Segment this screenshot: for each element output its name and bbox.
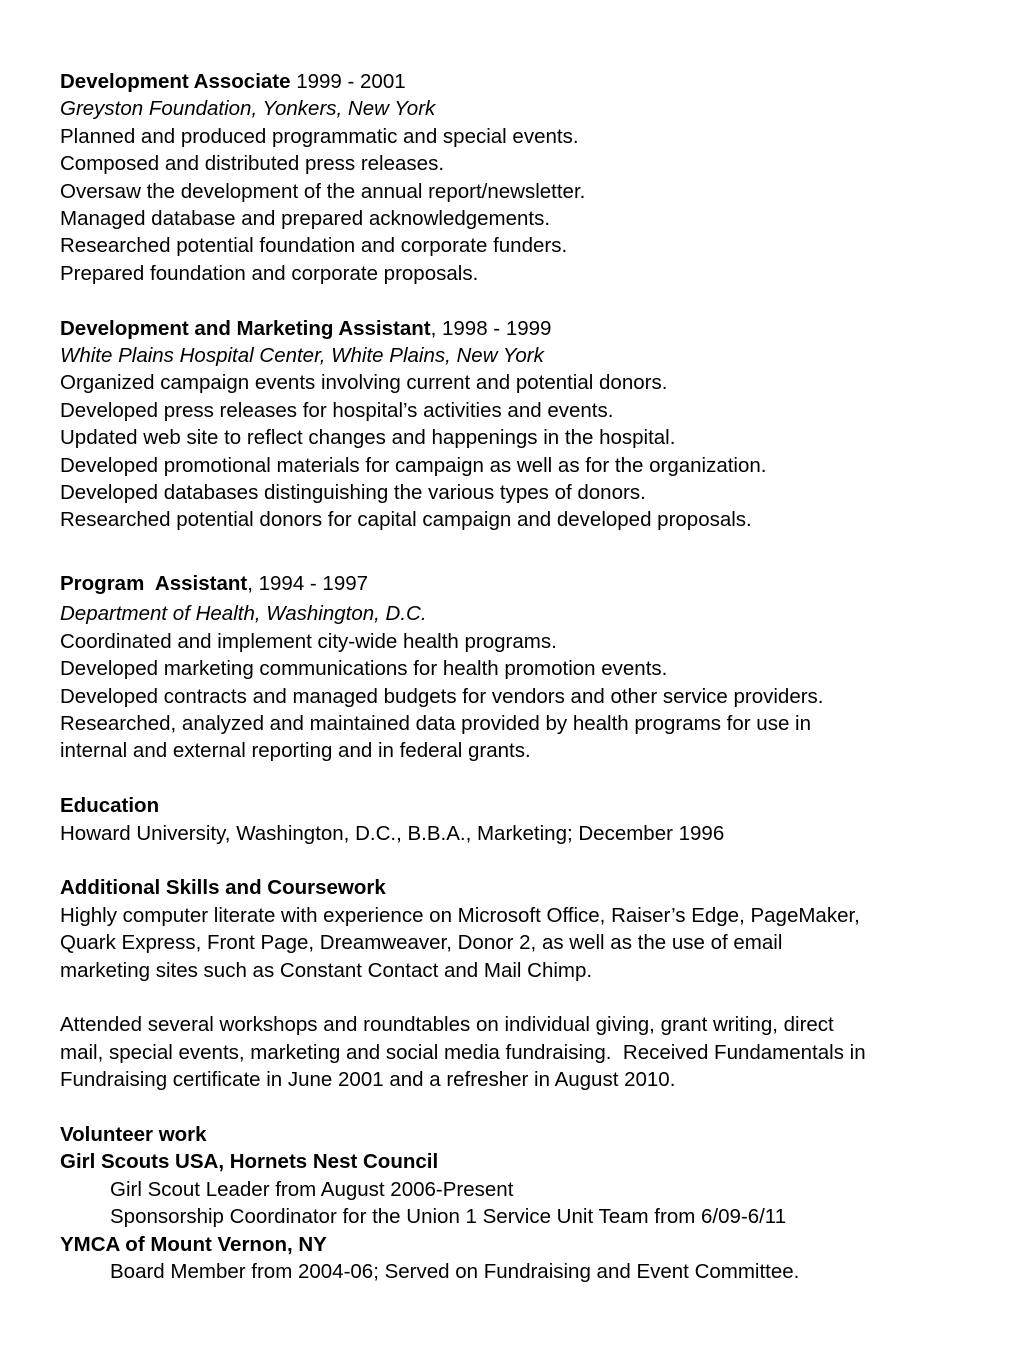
education-entry: Howard University, Washington, D.C., B.B.A., Marketing; December 1996 <box>60 821 725 845</box>
job-title: Development Associate <box>60 70 291 93</box>
volunteer-org: Girl Scouts USA, Hornets Nest Council <box>60 1150 439 1174</box>
volunteer-role: Sponsorship Coordinator for the Union 1 Service Unit Team from 6/09-6/11 <box>110 1205 787 1229</box>
job-duty: Developed contracts and managed budgets for vendors and other service providers. <box>60 684 824 708</box>
job-title: Development and Marketing Assistant <box>60 316 431 340</box>
volunteer-org: YMCA of Mount Vernon, NY <box>60 1232 327 1256</box>
section-heading-skills: Additional Skills and Coursework <box>60 876 386 900</box>
skills-section <box>60 874 980 1093</box>
skills-text: Highly computer literate with experience on Microsoft Office, Raiser’s Edge, PageMaker, <box>60 903 860 927</box>
volunteer-role: Girl Scout Leader from August 2006-Present <box>110 1177 514 1201</box>
job-dates: , 1994 - 1997 <box>247 571 369 595</box>
education-section <box>60 792 980 847</box>
job-entry-development-marketing-assistant <box>60 315 980 534</box>
job-header <box>60 315 980 342</box>
job-duty: Developed promotional materials for campaign as well as for the organization. <box>60 453 767 477</box>
job-header <box>60 570 980 597</box>
volunteer-section <box>60 1121 980 1285</box>
job-duty: Managed database and prepared acknowledgements. <box>60 207 551 231</box>
job-entry-program-assistant <box>60 570 980 765</box>
job-header <box>60 68 980 95</box>
job-duty: Prepared foundation and corporate proposals. <box>60 261 479 285</box>
coursework-text: Fundraising certificate in June 2001 and a refresher in August 2010. <box>60 1068 676 1092</box>
job-duty: Updated web site to reflect changes and happenings in the hospital. <box>60 426 676 450</box>
job-organization: Greyston Foundation, Yonkers, New York <box>60 97 436 121</box>
job-duty: Developed databases distinguishing the various types of donors. <box>60 481 646 505</box>
job-duty: Coordinated and implement city-wide health programs. <box>60 629 557 653</box>
job-duty: internal and external reporting and in federal grants. <box>60 739 531 763</box>
job-dates: , 1998 - 1999 <box>430 316 552 340</box>
job-entry-development-associate <box>60 68 980 287</box>
section-heading-volunteer: Volunteer work <box>60 1122 207 1146</box>
job-duty: Organized campaign events involving current and potential donors. <box>60 371 668 395</box>
skills-text: Quark Express, Front Page, Dreamweaver, Donor 2, as well as the use of email <box>60 931 783 955</box>
coursework-text: mail, special events, marketing and social media fundraising. Received Fundamentals in <box>60 1040 866 1064</box>
job-duty: Researched, analyzed and maintained data provided by health programs for use in <box>60 711 811 735</box>
job-organization: White Plains Hospital Center, White Plains, New York <box>60 344 544 368</box>
job-duty: Researched potential foundation and corporate funders. <box>60 234 568 258</box>
coursework-text: Attended several workshops and roundtables on individual giving, grant writing, direct <box>60 1013 834 1037</box>
job-duty: Developed marketing communications for health promotion events. <box>60 657 668 681</box>
job-title: Program Assistant <box>60 571 248 595</box>
job-duty: Developed press releases for hospital’s activities and events. <box>60 398 614 422</box>
volunteer-role: Board Member from 2004-06; Served on Fundraising and Event Committee. <box>110 1259 800 1283</box>
resume-page <box>60 68 980 1285</box>
job-duty: Oversaw the development of the annual report/newsletter. <box>60 179 586 203</box>
section-heading-education: Education <box>60 794 160 818</box>
job-duty: Composed and distributed press releases. <box>60 152 445 176</box>
job-organization: Department of Health, Washington, D.C. <box>60 602 427 626</box>
job-dates: 1999 - 2001 <box>290 70 406 93</box>
job-duty: Researched potential donors for capital campaign and developed proposals. <box>60 508 752 532</box>
job-duty: Planned and produced programmatic and special events. <box>60 124 579 148</box>
skills-text: marketing sites such as Constant Contact and Mail Chimp. <box>60 958 593 982</box>
